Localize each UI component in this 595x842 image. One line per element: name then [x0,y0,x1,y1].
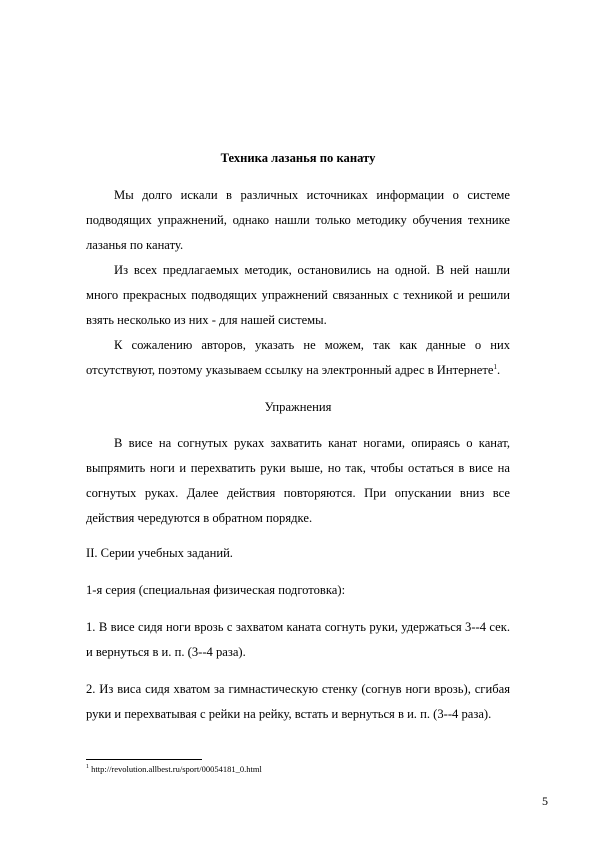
paragraph-reference-text: К сожалению авторов, указать не можем, так как данные о них отсутствуют, поэтому указываем ссылку на электронный адрес в Интернете [86,338,510,377]
footnote-link[interactable]: http://revolution.allbest.ru/sport/00054181_0.html [89,764,262,774]
task-1: 1. В висе сидя ноги врозь с захватом каната согнуть руки, удержаться 3--4 сек. и вернуться в и. п. (3--4 раза). [86,620,510,659]
series-heading: II. Серии учебных заданий. [86,546,233,560]
footnote [86,764,262,775]
task-2: 2. Из виса сидя хватом за гимнастическую стенку (согнув ноги врозь), сгибая руки и перехватывая с рейки на рейку, встать и вернуться в и. п. (3--4 раза). [86,682,510,721]
page-title: Техника лазанья по канату [220,151,376,165]
paragraph-reference: К сожалению авторов, указать не можем, так как данные о них отсутствуют, поэтому указываем ссылку на электронный адрес в Интернете$^1$. [86,338,510,377]
paragraph-exercise: В висе на согнутых руках захватить канат ногами, опираясь о канат, выпрямить ноги и перехватить руки выше, но так, чтобы остаться в висе на согнутых руках. Далее действия повторяются. При опускании вниз все действия чередуются в обратном порядке. [86,436,510,525]
page-content [86,146,510,727]
footnote-reference[interactable]: 1 [493,362,497,371]
footnote-divider [86,759,202,760]
section-title: Упражнения [264,400,332,414]
page-number: 5 [542,794,548,808]
paragraph-method: Из всех предлагаемых методик, остановились на одной. В ней нашли много прекрасных подводящих упражнений связанных с техникой и решили взять несколько из них - для нашей системы. [86,263,510,327]
paragraph-intro: Мы долго искали в различных источниках информации о системе подводящих упражнений, однако нашли только методику обучения технике лазанья по канату. [86,188,510,252]
series-1-heading: 1-я серия (специальная физическая подготовка): [86,583,346,597]
footnote-marker: 1 [86,764,89,771]
